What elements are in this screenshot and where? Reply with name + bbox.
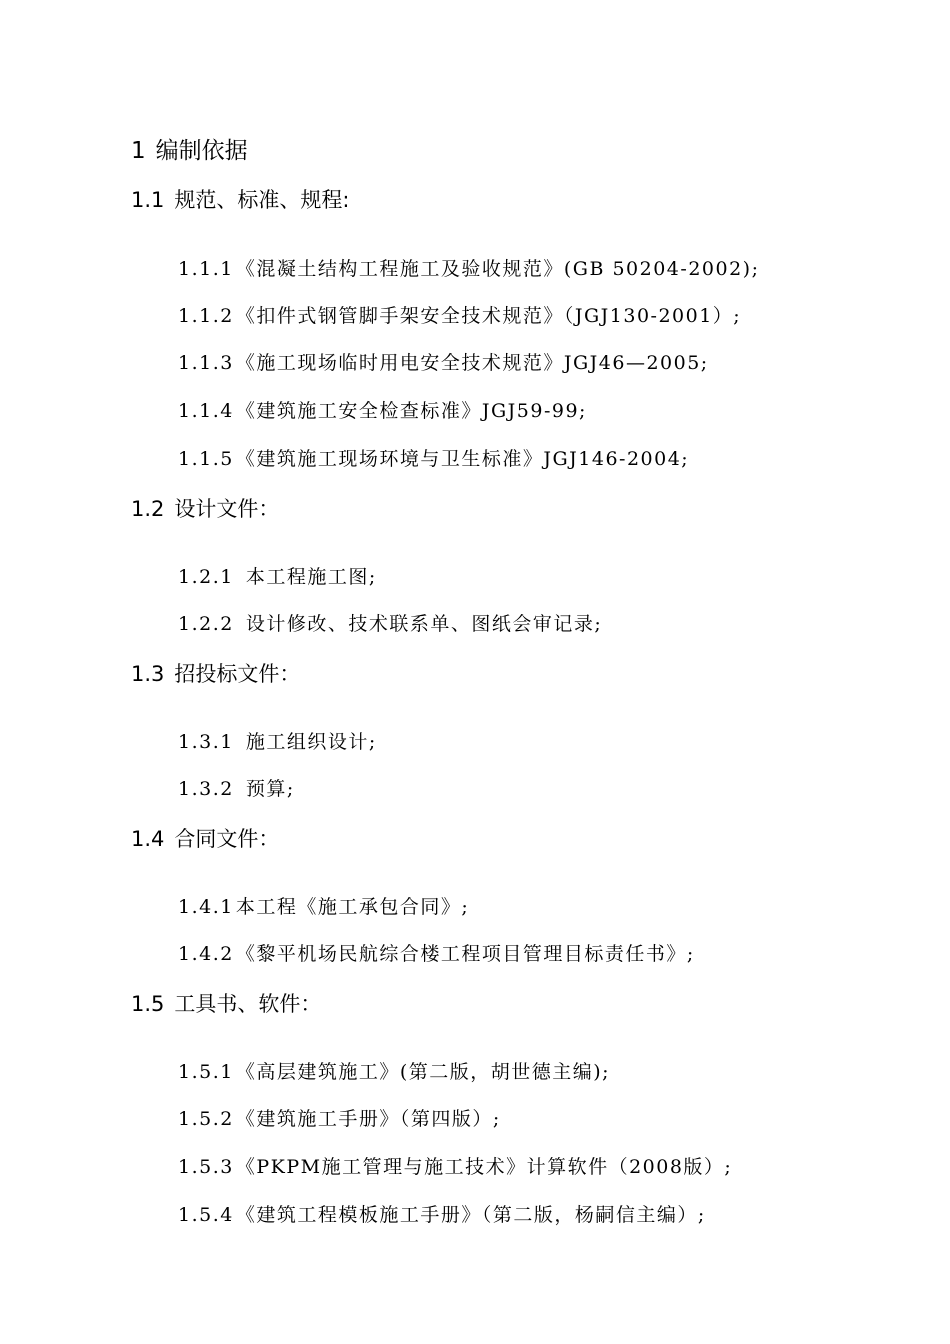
list-item xyxy=(178,775,295,803)
section-heading-1-1 xyxy=(131,185,349,215)
item-text: 《扣件式钢管脚手架安全技术规范》（JGJ130-2001）; xyxy=(235,305,742,327)
item-number: 1.1.3 xyxy=(178,352,234,374)
list-item xyxy=(178,1201,706,1229)
list-item xyxy=(178,1105,501,1133)
list-item xyxy=(178,397,587,425)
item-text: 《高层建筑施工》(第二版，胡世德主编); xyxy=(235,1061,611,1083)
section-title: 合同文件： xyxy=(174,827,280,851)
item-number: 1.1.4 xyxy=(178,400,234,422)
list-item xyxy=(178,445,689,473)
item-text: 本工程《施工承包合同》; xyxy=(235,896,470,918)
item-number: 1.5.4 xyxy=(178,1204,234,1226)
item-text: 预算; xyxy=(245,778,295,800)
list-item xyxy=(178,1058,610,1086)
item-text: 本工程施工图; xyxy=(245,566,377,588)
section-title: 工具书、软件： xyxy=(174,992,322,1016)
section-title: 设计文件： xyxy=(174,497,280,521)
item-text: 《混凝土结构工程施工及验收规范》(GB 50204-2002); xyxy=(235,258,760,280)
item-text: 《建筑施工安全检查标准》JGJ59-99; xyxy=(235,400,587,422)
section-title: 招投标文件： xyxy=(174,662,301,686)
item-number: 1.5.1 xyxy=(178,1061,234,1083)
section-heading-1-5 xyxy=(131,989,321,1019)
item-number: 1.1.1 xyxy=(178,258,234,280)
item-text: 《施工现场临时用电安全技术规范》JGJ46—2005; xyxy=(235,352,709,374)
item-number: 1.3.2 xyxy=(178,778,234,800)
section-heading-1 xyxy=(131,136,248,166)
item-text: 《建筑工程模板施工手册》（第二版，杨嗣信主编）; xyxy=(235,1204,706,1226)
section-number: 1.4 xyxy=(131,827,165,851)
item-number: 1.1.5 xyxy=(178,448,234,470)
item-number: 1.2.1 xyxy=(178,566,234,588)
item-text: 《建筑施工手册》（第四版）; xyxy=(235,1108,501,1130)
item-number: 1.2.2 xyxy=(178,613,234,635)
section-title: 编制依据 xyxy=(155,138,248,164)
list-item xyxy=(178,302,741,330)
list-item xyxy=(178,563,377,591)
list-item xyxy=(178,1153,732,1181)
item-text: 《黎平机场民航综合楼工程项目管理目标责任书》; xyxy=(235,943,695,965)
item-number: 1.4.1 xyxy=(178,896,234,918)
item-number: 1.5.3 xyxy=(178,1156,234,1178)
section-heading-1-2 xyxy=(131,494,279,524)
item-text: 《建筑施工现场环境与卫生标准》JGJ146-2004; xyxy=(235,448,690,470)
list-item xyxy=(178,728,377,756)
section-title: 规范、标准、规程: xyxy=(174,188,350,212)
section-number: 1 xyxy=(131,138,146,164)
section-heading-1-4 xyxy=(131,824,279,854)
item-number: 1.3.1 xyxy=(178,731,234,753)
item-text: 施工组织设计; xyxy=(245,731,377,753)
list-item xyxy=(178,893,469,921)
item-number: 1.4.2 xyxy=(178,943,234,965)
section-number: 1.5 xyxy=(131,992,165,1016)
item-text: 设计修改、技术联系单、图纸会审记录; xyxy=(245,613,603,635)
list-item xyxy=(178,349,709,377)
section-number: 1.1 xyxy=(131,188,165,212)
list-item xyxy=(178,940,695,968)
list-item xyxy=(178,255,759,283)
list-item xyxy=(178,610,602,638)
section-number: 1.2 xyxy=(131,497,165,521)
section-number: 1.3 xyxy=(131,662,165,686)
item-number: 1.5.2 xyxy=(178,1108,234,1130)
section-heading-1-3 xyxy=(131,659,300,689)
item-text: 《PKPM施工管理与施工技术》计算软件（2008版）; xyxy=(235,1156,733,1178)
item-number: 1.1.2 xyxy=(178,305,234,327)
